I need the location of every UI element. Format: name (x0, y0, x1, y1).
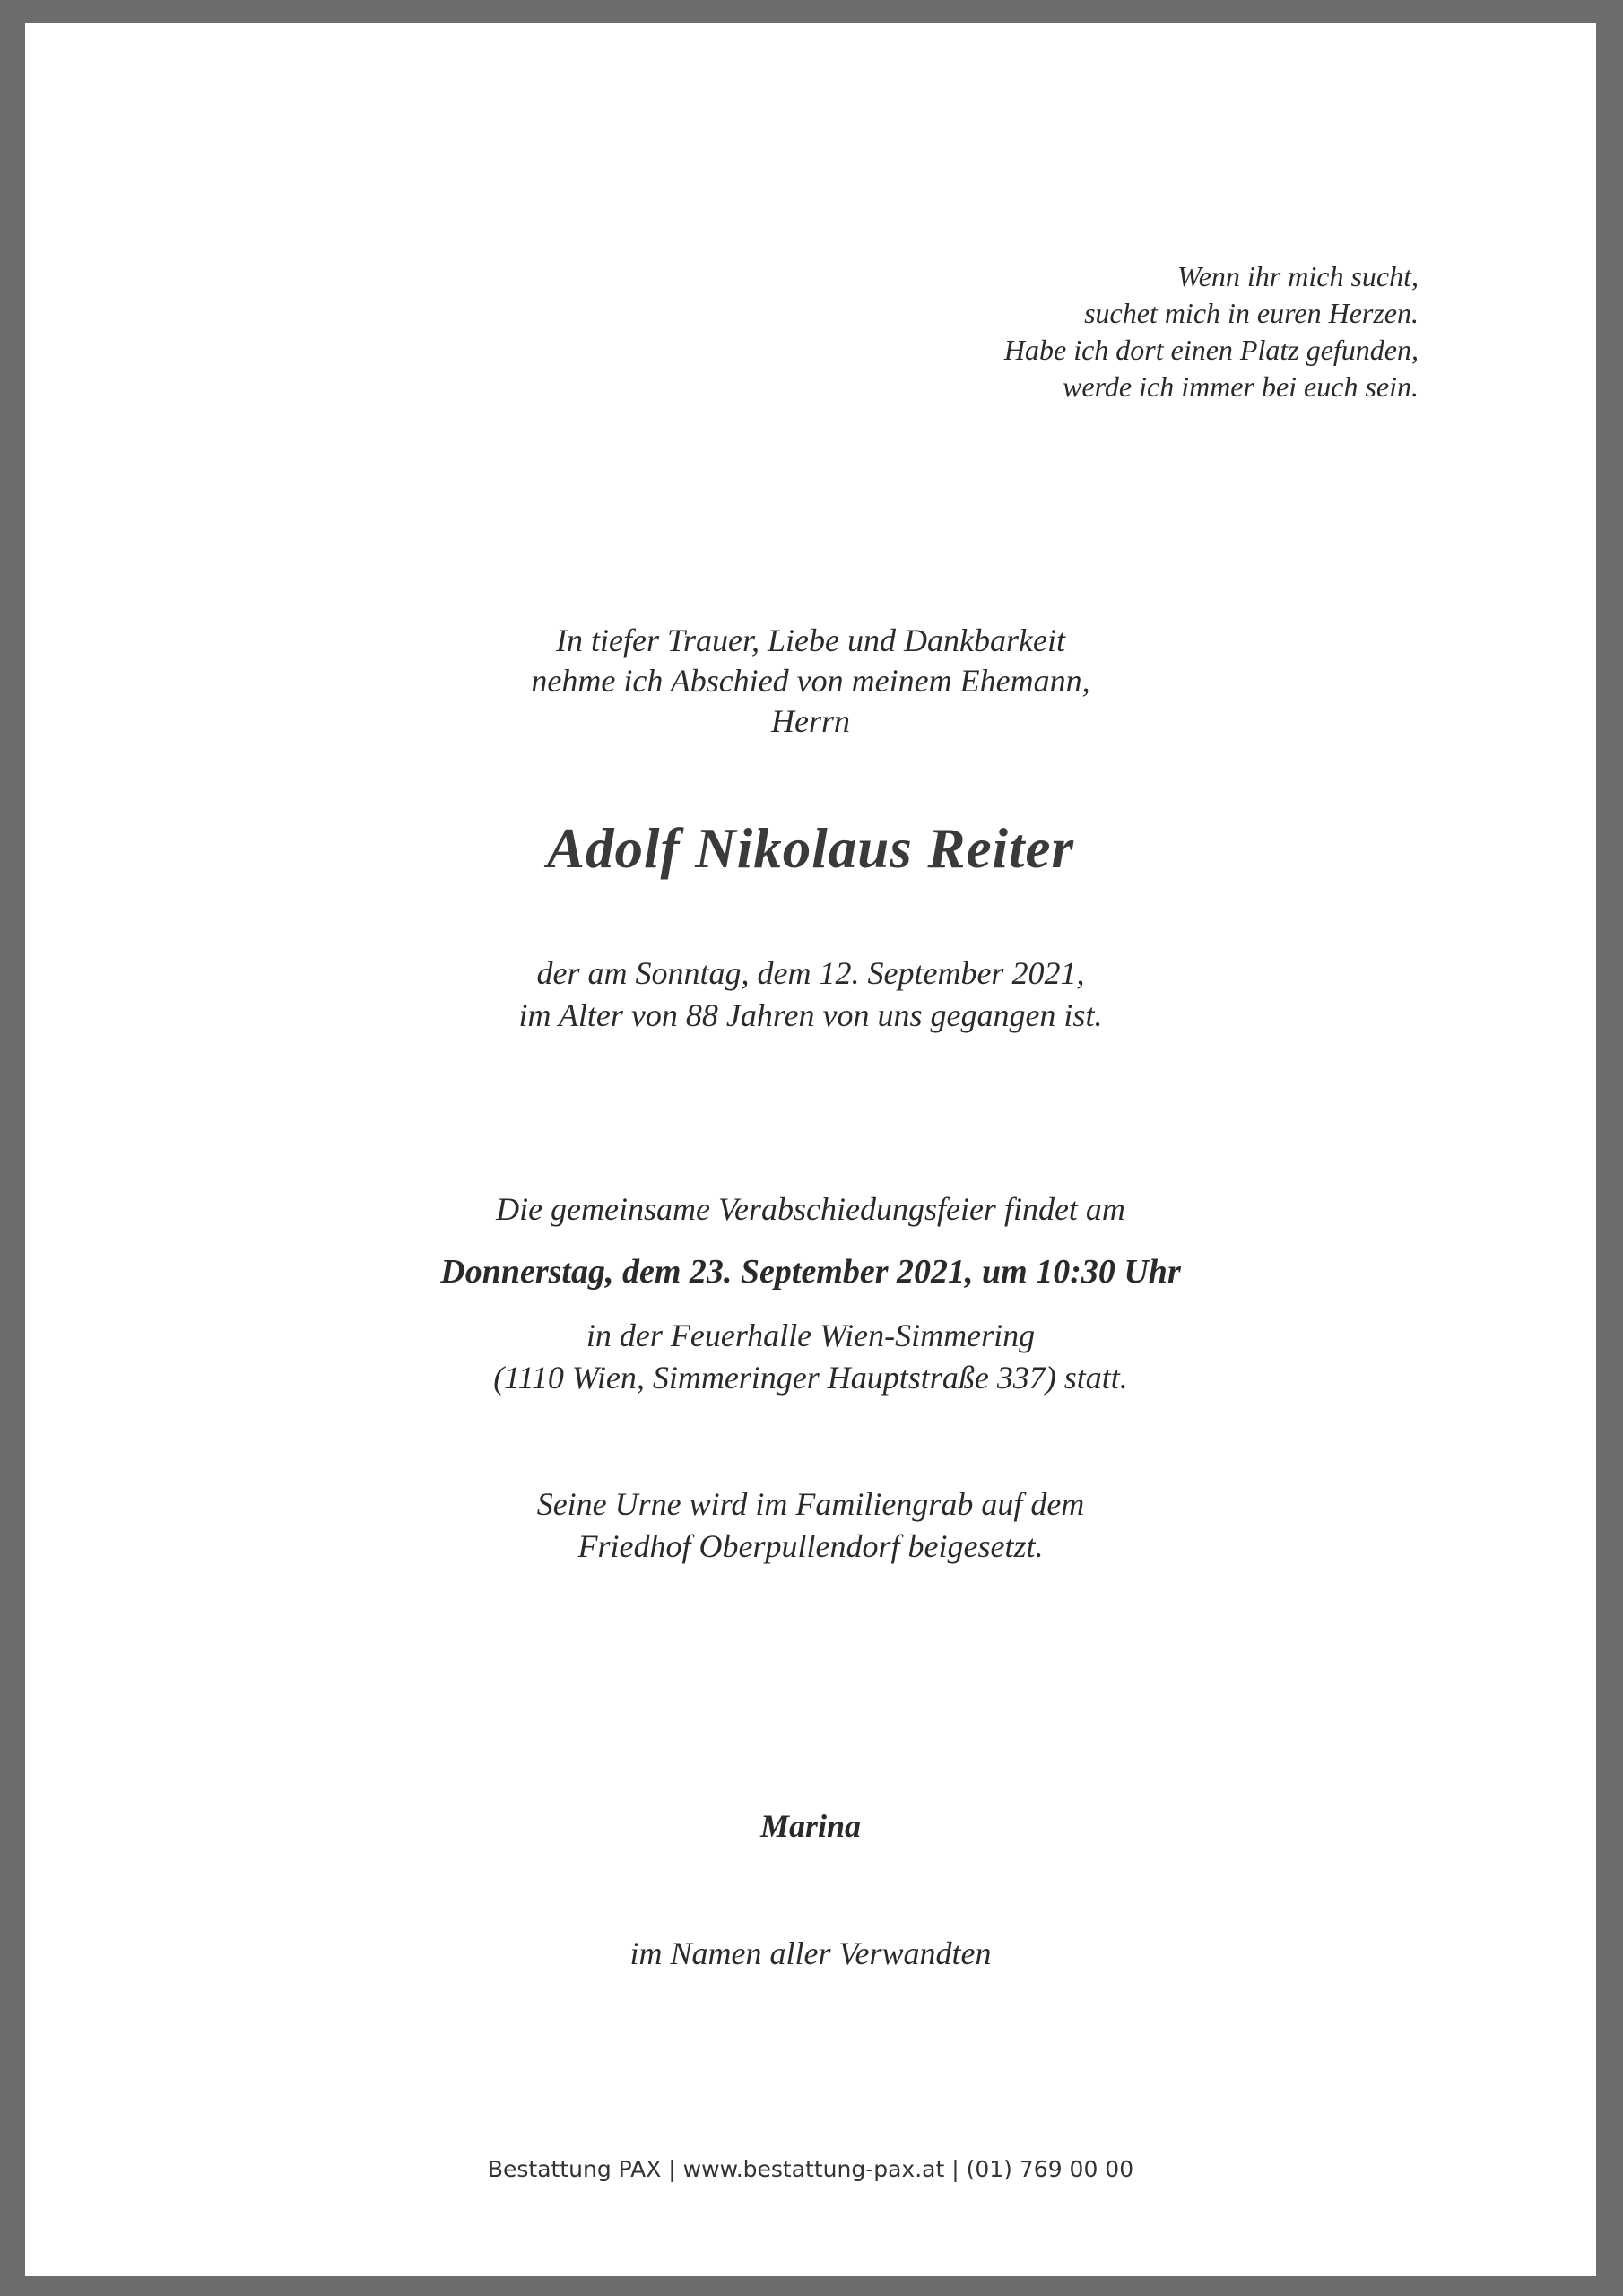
urn-line: Friedhof Oberpullendorf beigesetzt. (577, 1528, 1044, 1564)
death-notice-line: im Alter von 88 Jahren von uns gegangen ist. (518, 997, 1103, 1033)
motto-line: werde ich immer bei euch sein. (1063, 370, 1419, 403)
ceremony-intro: Die gemeinsame Verabschiedungsfeier findet am (496, 1191, 1125, 1227)
relatives-note: im Namen aller Verwandten (629, 1935, 992, 1971)
intro-text (25, 621, 1596, 742)
urn-line: Seine Urne wird im Familiengrab auf dem (536, 1486, 1085, 1522)
funeral-home-footer: Bestattung PAX | www.bestattung-pax.at | (01) 769 00 00 (487, 2156, 1134, 2182)
intro-line: Herrn (771, 703, 850, 739)
motto-line: Wenn ihr mich sucht, (1176, 260, 1419, 292)
motto-line: Habe ich dort einen Platz gefunden, (1003, 334, 1419, 366)
motto-line: suchet mich in euren Herzen. (1084, 297, 1419, 329)
motto-verse (1004, 258, 1419, 405)
location-line: in der Feuerhalle Wien-Simmering (586, 1318, 1036, 1353)
ceremony-location (25, 1315, 1596, 1399)
signature: Marina (759, 1808, 862, 1844)
location-line: (1110 Wien, Simmeringer Hauptstraße 337) statt. (493, 1360, 1128, 1396)
urn-burial-notice (25, 1483, 1596, 1568)
death-notice-line: der am Sonntag, dem 12. September 2021, (536, 955, 1085, 991)
obituary-page (25, 23, 1596, 2276)
intro-line: In tiefer Trauer, Liebe und Dankbarkeit (556, 622, 1065, 658)
ceremony-date: Donnerstag, dem 23. September 2021, um 10:30 Uhr (440, 1253, 1181, 1291)
intro-line: nehme ich Abschied von meinem Ehemann, (531, 663, 1090, 699)
death-notice (25, 952, 1596, 1037)
deceased-name: Adolf Nikolaus Reiter (546, 817, 1075, 880)
